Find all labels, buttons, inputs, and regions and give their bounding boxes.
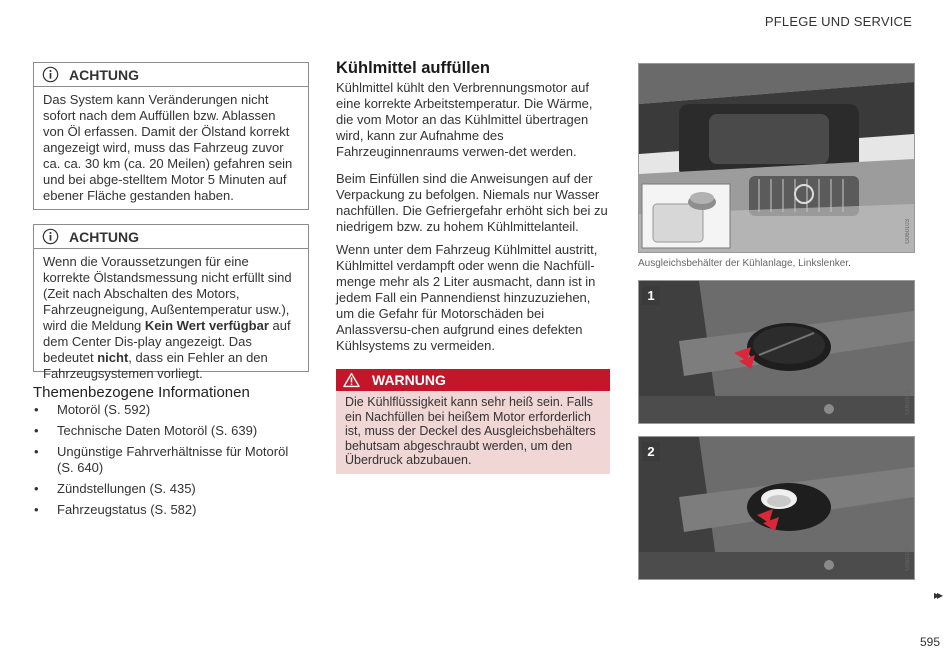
step1-illustration	[639, 281, 914, 423]
warning-header	[336, 369, 610, 391]
notice-header	[34, 63, 308, 87]
next-page-arrow-icon: ▸▸	[933, 588, 940, 602]
step2-photo	[638, 436, 915, 580]
image-code: G060105	[905, 546, 911, 571]
step2-illustration	[639, 437, 914, 579]
related-link[interactable]: • Fahrzeugstatus (S. 582)	[33, 502, 303, 518]
related-link[interactable]: • Ungünstige Fahrverhältnisse für Motoröl (S. 640)	[33, 444, 303, 476]
warning-title: WARNUNG	[372, 372, 446, 388]
section-header: PFLEGE UND SERVICE	[764, 14, 912, 29]
notice-box-oil-refill	[33, 62, 309, 210]
notice-title: ACHTUNG	[69, 228, 139, 245]
step-number-badge: 1	[642, 286, 660, 305]
notice-text	[34, 249, 308, 389]
info-icon	[42, 228, 59, 245]
image-code: G060101	[905, 390, 911, 415]
display-message: Kein Wert verfügbar	[144, 318, 269, 333]
step1-photo	[638, 280, 915, 424]
warning-triangle-icon	[343, 372, 360, 388]
emphasis-word: nicht	[97, 350, 129, 365]
related-link[interactable]: • Technische Daten Motoröl (S. 639)	[33, 423, 303, 439]
intro-paragraph: Kühlmittel kühlt den Verbrennungsmotor auf eine korrekte Arbeitstemperatur. Die Wärme, die vom Motor an das Kühlmittel übertragen wird, kann zur Aufnahme des Fahrzeuginnenraums verwen-det werden.	[336, 80, 593, 159]
image-code: G060103	[905, 219, 911, 244]
notice-text-part: auf dem Center Dis-play angezeigt. Das bedeutet	[43, 318, 291, 365]
warning-text: Die Kühlflüssigkeit kann sehr heiß sein. Falls ein Nachfüllen bei heißem Motor erforderlich ist, muss der Deckel des Ausgleichsbehälters behutsam abgeschraubt werden, um den Überdruck abzubauen.	[345, 395, 596, 467]
engine-bay-photo	[638, 63, 915, 253]
warning-box	[336, 369, 610, 474]
engine-bay-illustration	[639, 64, 914, 252]
related-link[interactable]: • Motoröl (S. 592)	[33, 402, 303, 418]
leak-paragraph: Wenn unter dem Fahrzeug Kühlmittel austritt, Kühlmittel verdampft oder wenn die Nachfüll-menge mehr als 2 Liter ausmacht, dann ist in jedem Fall ein Pannendienst hinzuzuziehen, um die Gefahr für Motorschäden bei Anlassversu-chen aufgrund eines defekten Kühlsystems zu vermeiden.	[336, 242, 598, 353]
info-icon	[42, 66, 59, 83]
related-info-list	[33, 402, 303, 523]
page-number: 595	[919, 635, 940, 649]
related-link[interactable]: • Zündstellungen (S. 435)	[33, 481, 303, 497]
refill-paragraph: Beim Einfüllen sind die Anweisungen auf der Verpackung zu befolgen. Niemals nur Wasser nachfüllen. Die Gefriergefahr erhöht sich bei zu niedrigem bzw. zu hohem Kühlmittelanteil.	[336, 171, 608, 234]
related-info-title: Themenbezogene Informationen	[33, 384, 250, 401]
notice-text-part: , dass ein Fehler an den Fahrzeugsystemen vorliegt.	[43, 350, 268, 381]
section-title: Kühlmittel auffüllen	[336, 59, 490, 77]
notice-title: ACHTUNG	[69, 66, 139, 83]
notice-box-measurement	[33, 224, 309, 381]
notice-text-part: Wenn die Voraussetzungen für eine korrekte Ölstandsmessung nicht erfüllt sind (Zeit nach Abschalten des Motors, Fahrzeugneigung, Außentemperatur usw.), wird die Meldung	[43, 254, 292, 333]
notice-header	[34, 225, 308, 249]
notice-text: Das System kann Veränderungen nicht sofort nach dem Auffüllen bzw. Ablassen von Öl erfassen. Damit der Ölstand korrekt angezeigt wird, muss das Fahrzeug zuvor ca. ca. 30 km (ca. 20 Meilen) gefahren sein und bei abge-stelltem Motor 5 Minuten auf ebener Fläche gestanden haben.	[43, 92, 293, 203]
figure-caption: Ausgleichsbehälter der Kühlanlage, Linkslenker.	[638, 258, 851, 269]
step-number-badge: 2	[642, 442, 660, 461]
